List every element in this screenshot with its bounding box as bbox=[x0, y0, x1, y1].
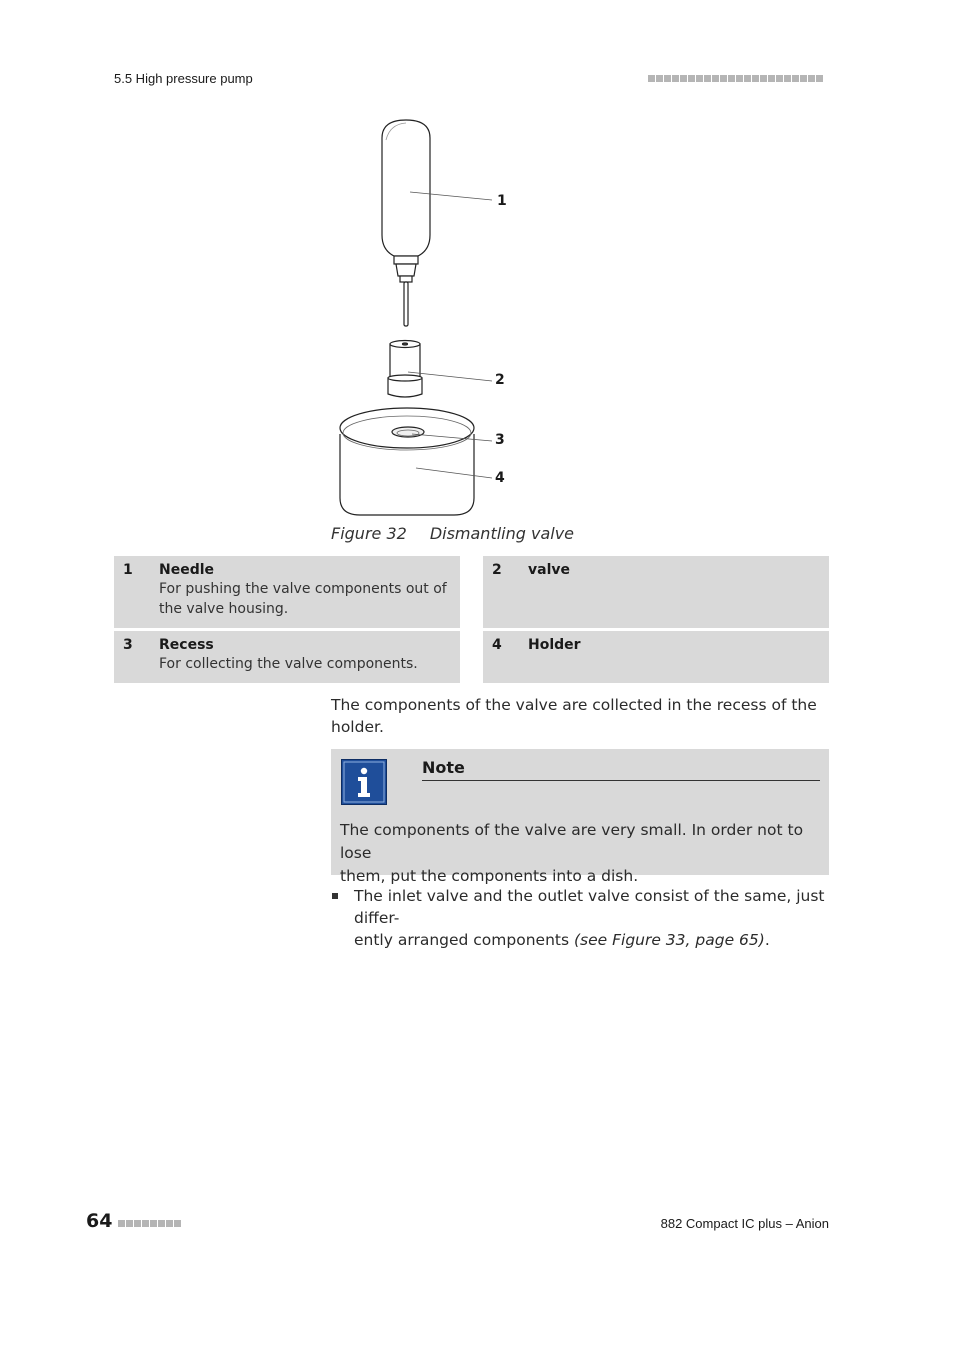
legend-index: 2 bbox=[492, 562, 502, 578]
legend-name: Holder bbox=[528, 637, 581, 653]
legend-index: 3 bbox=[123, 637, 133, 653]
body-paragraph: The components of the valve are collected in the recess of the holder. bbox=[331, 696, 817, 736]
holder-recess bbox=[392, 427, 424, 437]
needle-pin bbox=[404, 282, 408, 326]
needle-body bbox=[382, 120, 430, 256]
legend-name: Recess bbox=[159, 637, 214, 653]
bullet-line-2: ently arranged components (see Figure 33, page 65). bbox=[354, 931, 770, 949]
running-header-section: 5.5 High pressure pump bbox=[114, 71, 253, 86]
figure-caption-title: Dismantling valve bbox=[429, 524, 575, 543]
valve-cartridge bbox=[388, 341, 422, 398]
legend-description: the valve housing. bbox=[159, 601, 289, 617]
holder-body bbox=[340, 408, 474, 515]
header-decoration-squares bbox=[648, 75, 823, 82]
bullet-item bbox=[331, 885, 829, 951]
legend-description: For pushing the valve components out of bbox=[159, 581, 447, 597]
legend-item-valve bbox=[483, 556, 829, 628]
note-text: The components of the valve are very small. In order not to lose them, put the components into a dish. bbox=[340, 821, 804, 885]
legend-item-needle bbox=[114, 556, 460, 628]
callout-4: 4 bbox=[495, 470, 505, 486]
figure-caption bbox=[331, 524, 574, 543]
footer-product-title: 882 Compact IC plus – Anion bbox=[660, 1216, 829, 1231]
legend-index: 4 bbox=[492, 637, 502, 653]
legend-name: valve bbox=[528, 562, 570, 578]
needle-collar bbox=[394, 256, 418, 264]
note-title: Note bbox=[422, 758, 820, 781]
dismantling-valve-illustration bbox=[320, 110, 520, 520]
figure-caption-number: Figure 32 bbox=[331, 524, 407, 543]
cross-reference-link[interactable]: (see Figure 33, page 65) bbox=[573, 931, 765, 949]
legend-description: For collecting the valve components. bbox=[159, 656, 418, 672]
legend-item-recess bbox=[114, 631, 460, 683]
legend-item-holder bbox=[483, 631, 829, 683]
info-icon bbox=[341, 759, 387, 805]
callout-3: 3 bbox=[495, 432, 505, 448]
bullet-line: The inlet valve and the outlet valve consist of the same, just differ- bbox=[354, 887, 825, 927]
bullet-square-icon bbox=[332, 893, 338, 899]
callout-1: 1 bbox=[497, 193, 507, 209]
legend-index: 1 bbox=[123, 562, 133, 578]
callout-2: 2 bbox=[495, 372, 505, 388]
page-number: 64 bbox=[86, 1210, 113, 1232]
footer-decoration-squares bbox=[118, 1220, 181, 1227]
legend-name: Needle bbox=[159, 562, 215, 578]
note-box bbox=[331, 749, 829, 885]
